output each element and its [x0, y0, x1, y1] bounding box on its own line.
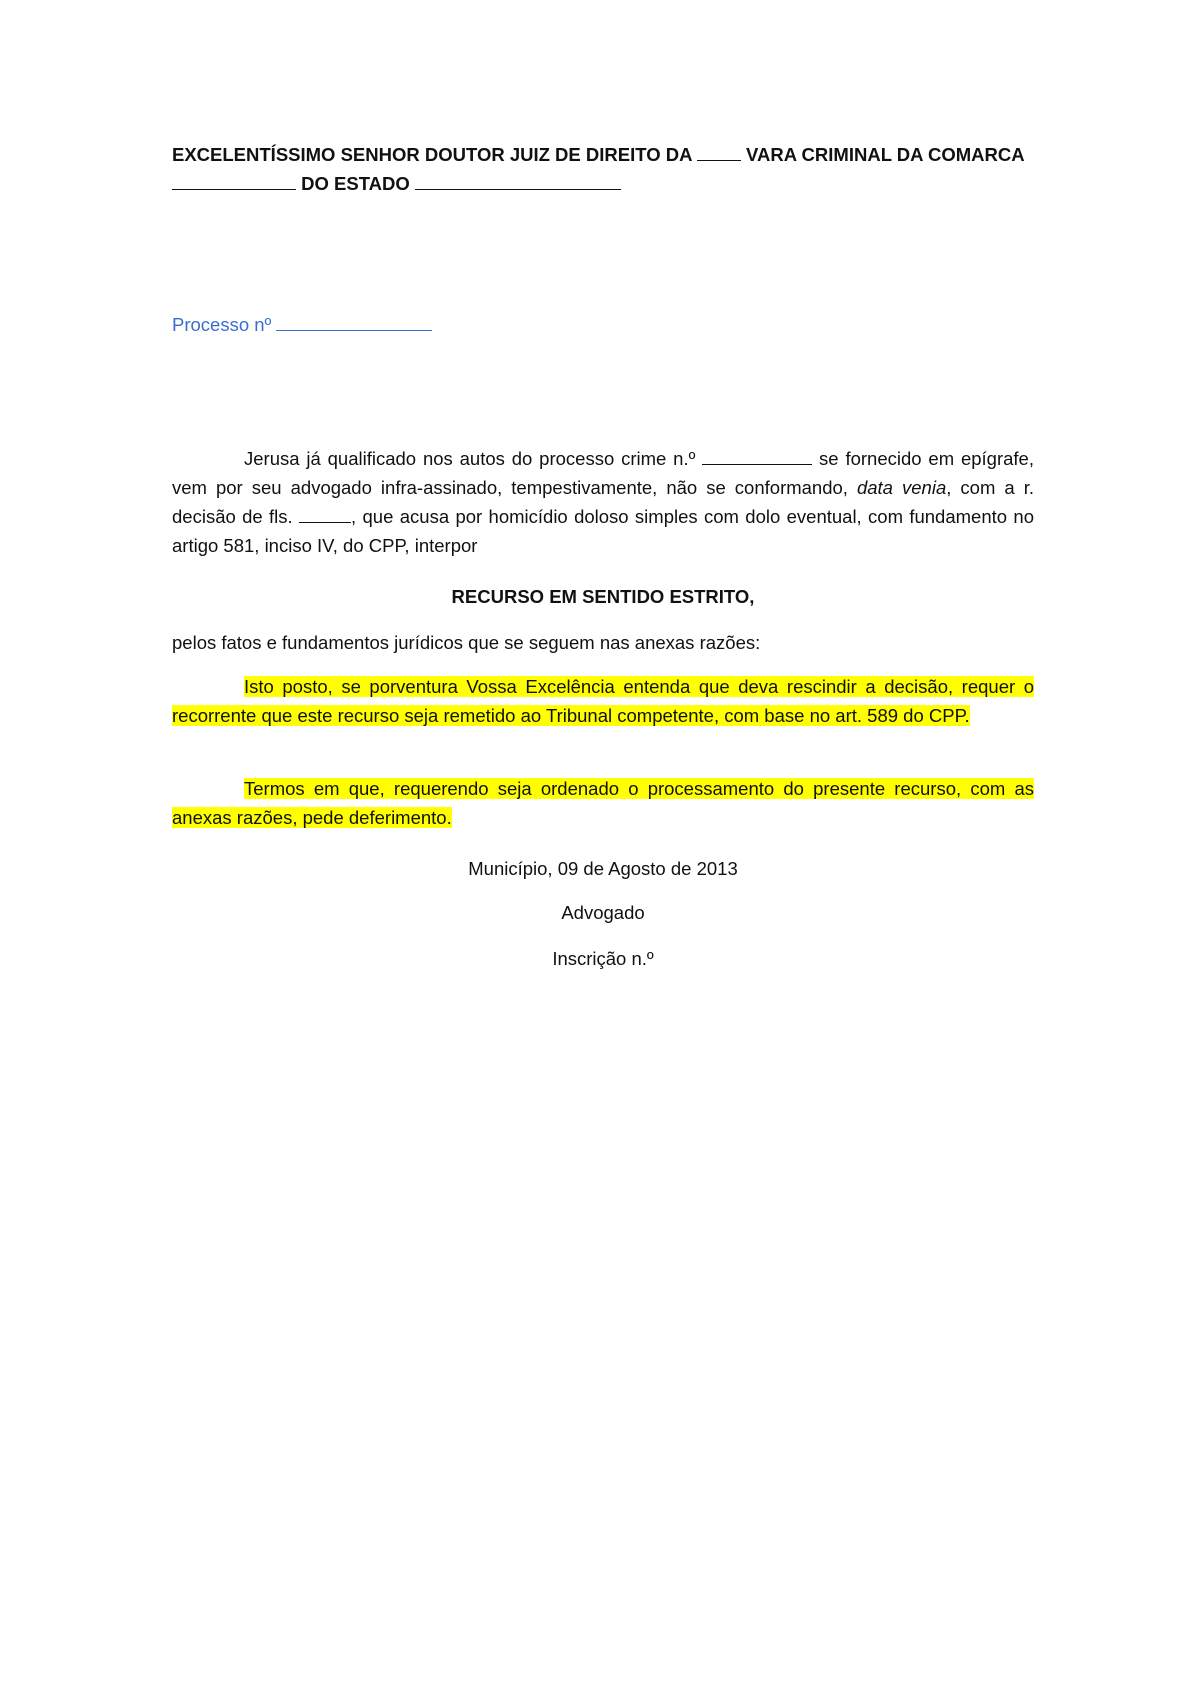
registration-label: Inscrição n.º — [552, 948, 654, 969]
comarca-blank — [172, 171, 296, 190]
intro-paragraph — [172, 444, 1034, 560]
addressee-header — [172, 140, 1034, 198]
intro-part3: , com a r. decisão de fls. — [172, 477, 1035, 527]
crime-number-blank — [702, 446, 812, 465]
signer-label: Advogado — [561, 902, 645, 923]
intro-italic: data venia — [856, 477, 947, 498]
vara-blank — [697, 142, 741, 161]
process-number-line — [172, 310, 432, 339]
facts-line: pelos fatos e fundamentos jurídicos que se seguem nas anexas razões: — [172, 632, 761, 653]
header-line2-text: DO ESTADO — [296, 173, 415, 194]
intro-part4: , que acusa por homicídio doloso simples com dolo eventual, com fundamento no artigo 581, inciso IV, do CPP, interpor — [172, 506, 1034, 556]
estado-blank — [415, 171, 621, 190]
header-line1-end: VARA CRIMINAL DA COMARCA — [740, 144, 1025, 165]
intro-part2: se fornecido em epígrafe, vem por seu advogado infra-assinado, tempestivamente, não se conformando, — [172, 448, 1034, 498]
header-line1-start: EXCELENTÍSSIMO SENHOR DOUTOR JUIZ DE DIREITO DA — [172, 144, 697, 165]
fls-blank — [299, 504, 351, 523]
highlight-text-2: Termos em que, requerendo seja ordenado o processamento do presente recurso, com as anexas razões, pede deferimento. — [172, 778, 1034, 828]
city-date: Município, 09 de Agosto de 2013 — [468, 858, 738, 879]
appeal-title: RECURSO EM SENTIDO ESTRITO, — [451, 586, 755, 607]
highlighted-paragraph-1 — [172, 672, 1034, 730]
highlight-text-1: Isto posto, se porventura Vossa Excelência entenda que deva rescindir a decisão, requer o recorrente que este recurso seja remetido ao Tribunal competente, com base no art. 589 do CPP. — [172, 676, 1034, 726]
process-number-blank — [276, 312, 432, 331]
intro-part1: Jerusa já qualificado nos autos do processo crime n.º — [244, 448, 703, 469]
process-label: Processo nº — [172, 314, 277, 335]
highlighted-paragraph-2 — [172, 774, 1034, 832]
document-page — [172, 140, 1035, 969]
